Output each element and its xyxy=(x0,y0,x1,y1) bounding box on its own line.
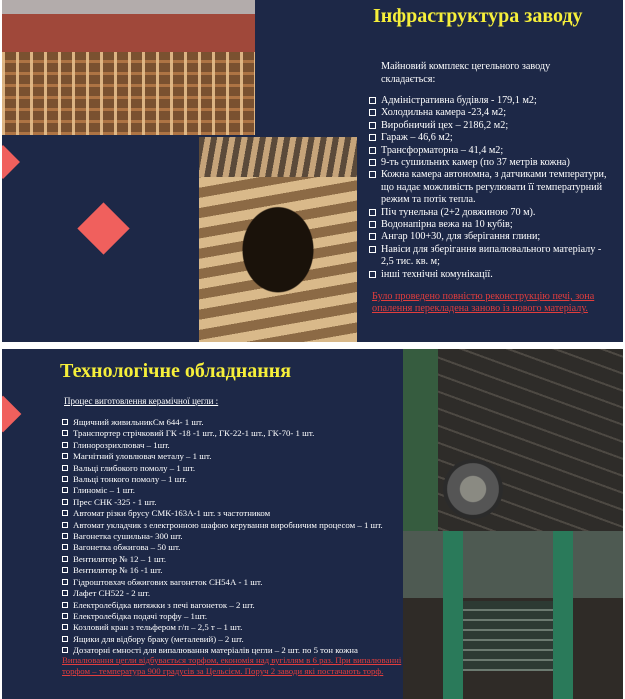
checkbox-bullet-icon xyxy=(62,624,68,630)
checkbox-bullet-icon xyxy=(62,613,68,619)
list-item xyxy=(369,145,611,157)
list-item xyxy=(369,120,611,132)
list-item-text: Вагонетка сушильна- 300 шт. xyxy=(73,531,183,542)
list-item xyxy=(62,577,407,588)
reconstruction-note: Було проведено повністю реконструкцію печі, зона опалення перекладена заново із нового матеріалу. xyxy=(372,291,595,315)
infrastructure-list xyxy=(369,95,611,281)
list-item-text: Холодильна камера -23,4 м2; xyxy=(381,107,507,119)
list-item xyxy=(62,497,407,508)
checkbox-bullet-icon xyxy=(369,233,376,240)
diamond-decoration xyxy=(2,396,21,433)
intro-text: Майновий комплекс цегельного заводу складається: xyxy=(381,61,551,85)
checkbox-bullet-icon xyxy=(62,522,68,528)
checkbox-bullet-icon xyxy=(62,453,68,459)
list-item xyxy=(62,417,407,428)
checkbox-bullet-icon xyxy=(62,567,68,573)
checkbox-bullet-icon xyxy=(62,556,68,562)
checkbox-bullet-icon xyxy=(62,510,68,516)
list-item xyxy=(62,508,407,519)
list-item xyxy=(369,169,611,206)
list-item-text: Вентилятор № 12 – 1 шт. xyxy=(73,553,167,564)
list-item-text: Вагонетка обжигова – 50 шт. xyxy=(73,542,181,553)
list-item-text: Автомат різки брусу СМК-163А-1 шт. з частотником xyxy=(73,508,271,519)
list-item-text: Дозаторні ємності для випалювання матеріалів цегли – 2 шт. по 5 тон кожна xyxy=(73,645,358,656)
list-item-text: Піч тунельна (2+2 довжиною 70 м). xyxy=(381,206,536,218)
diamond-decoration xyxy=(2,145,20,179)
list-item-text: Магнітний уловлювач металу – 1 шт. xyxy=(73,451,212,462)
checkbox-bullet-icon xyxy=(62,419,68,425)
list-item-text: 9-ть сушильних камер (по 37 метрів кожна) xyxy=(381,157,570,169)
list-item-text: Гараж – 46,6 м2; xyxy=(381,132,453,144)
process-subtitle: Процес виготовлення керамічної цегли : xyxy=(64,396,219,406)
checkbox-bullet-icon xyxy=(369,147,376,154)
list-item-text: Вентилятор № 16 -1 шт. xyxy=(73,565,163,576)
list-item xyxy=(62,485,407,496)
slide-title: Інфраструктура заводу xyxy=(373,5,583,27)
checkbox-bullet-icon xyxy=(62,636,68,642)
list-item-text: Лафет СН522 - 2 шт. xyxy=(73,588,151,599)
diamond-decoration xyxy=(77,202,129,254)
list-item xyxy=(62,451,407,462)
checkbox-bullet-icon xyxy=(62,602,68,608)
list-item xyxy=(62,611,407,622)
list-item xyxy=(369,107,611,119)
list-item xyxy=(62,634,407,645)
slide-equipment xyxy=(2,349,623,699)
checkbox-bullet-icon xyxy=(62,544,68,550)
list-item-text: інші технічні комунікації. xyxy=(381,268,493,280)
checkbox-bullet-icon xyxy=(62,442,68,448)
brick-kiln-photo xyxy=(2,0,255,135)
checkbox-bullet-icon xyxy=(369,221,376,228)
list-item-text: Трансформаторна – 41,4 м2; xyxy=(381,144,504,156)
checkbox-bullet-icon xyxy=(369,171,376,178)
list-item xyxy=(62,463,407,474)
list-item xyxy=(62,588,407,599)
list-item-text: Ангар 100+30, для зберігання глини; xyxy=(381,231,541,243)
checkbox-bullet-icon xyxy=(62,476,68,482)
list-item xyxy=(62,531,407,542)
checkbox-bullet-icon xyxy=(62,499,68,505)
list-item xyxy=(369,231,611,243)
list-item-text: Глиноміс – 1 шт. xyxy=(73,485,135,496)
list-item xyxy=(62,600,407,611)
checkbox-bullet-icon xyxy=(62,590,68,596)
list-item-text: Вальці глибокого помолу – 1 шт. xyxy=(73,462,196,473)
list-item xyxy=(369,132,611,144)
list-item-text: Вальці тонкого помолу – 1 шт. xyxy=(73,474,187,485)
list-item-text: Електролебідка витяжки з печі вагонеток – 2 шт. xyxy=(73,599,255,610)
list-item-text: Адміністративна будівля - 179,1 м2; xyxy=(381,95,537,106)
list-item xyxy=(369,269,611,281)
checkbox-bullet-icon xyxy=(369,159,376,166)
list-item xyxy=(62,565,407,576)
checkbox-bullet-icon xyxy=(62,465,68,471)
list-item xyxy=(62,622,407,633)
list-item-text: Прес СНК -325 - 1 шт. xyxy=(73,496,157,507)
checkbox-bullet-icon xyxy=(369,271,376,278)
equipment-list xyxy=(62,417,407,657)
list-item xyxy=(62,554,407,565)
list-item-text: Козловий кран з тельфером г/п – 2,5 т – 1 шт. xyxy=(73,622,243,633)
checkbox-bullet-icon xyxy=(62,647,68,653)
list-item xyxy=(369,157,611,169)
list-item-text: Гідроштовхач обжигових вагонеток СН54А - 1 шт. xyxy=(73,576,263,587)
list-item-text: Транспортер стрічковий ГК -18 -1 шт., ГК-22-1 шт., ГК-70- 1 шт. xyxy=(73,428,315,439)
checkbox-bullet-icon xyxy=(62,579,68,585)
list-item xyxy=(62,474,407,485)
checkbox-bullet-icon xyxy=(369,97,376,104)
list-item xyxy=(62,428,407,439)
list-item-text: Виробничий цех – 2186,2 м2; xyxy=(381,119,509,131)
list-item-text: Електролебідка подачі торфу – 1шт. xyxy=(73,610,208,621)
list-item-text: Водонапірна вежа на 10 кубів; xyxy=(381,219,513,231)
list-item-text: Навіси для зберігання випалювального матеріалу - 2,5 тис. кв. м; xyxy=(381,243,602,268)
list-item-text: Ящики для відбору браку (металевий) – 2 шт. xyxy=(73,633,244,644)
list-item xyxy=(62,440,407,451)
press-machine-photo xyxy=(403,531,623,699)
slide-infrastructure xyxy=(2,0,623,342)
list-item xyxy=(62,542,407,553)
slide-title: Технологічне обладнання xyxy=(60,360,292,382)
list-item xyxy=(62,520,407,531)
checkbox-bullet-icon xyxy=(369,134,376,141)
checkbox-bullet-icon xyxy=(62,430,68,436)
list-item-text: Глинорозрихлювач – 1шт. xyxy=(73,439,170,450)
list-item-text: Автомат укладчик з електронною шафою керування виробничим процесом – 1 шт. xyxy=(73,519,383,530)
list-item xyxy=(369,95,611,107)
checkbox-bullet-icon xyxy=(62,487,68,493)
checkbox-bullet-icon xyxy=(369,109,376,116)
list-item-text: Ящичний живильникСм 644- 1 шт. xyxy=(73,417,204,427)
list-item xyxy=(369,244,611,269)
checkbox-bullet-icon xyxy=(62,533,68,539)
conveyor-photo xyxy=(403,349,623,531)
tunnel-interior-photo xyxy=(199,137,357,342)
checkbox-bullet-icon xyxy=(369,122,376,129)
firing-note: Випалювання цегли відбувається торфом, економія над вугіллям в 6 раз. При випалюванні торфом – температура 900 градусів за Цельсієм. Поруч 2 заводи які постачають торф. xyxy=(62,655,402,676)
checkbox-bullet-icon xyxy=(369,209,376,216)
list-item-text: Кожна камера автономна, з датчиками температури, що надає можливість регулювати її температурний режим та потік тепла. xyxy=(381,169,607,206)
list-item xyxy=(369,219,611,231)
list-item xyxy=(369,207,611,219)
checkbox-bullet-icon xyxy=(369,246,376,253)
